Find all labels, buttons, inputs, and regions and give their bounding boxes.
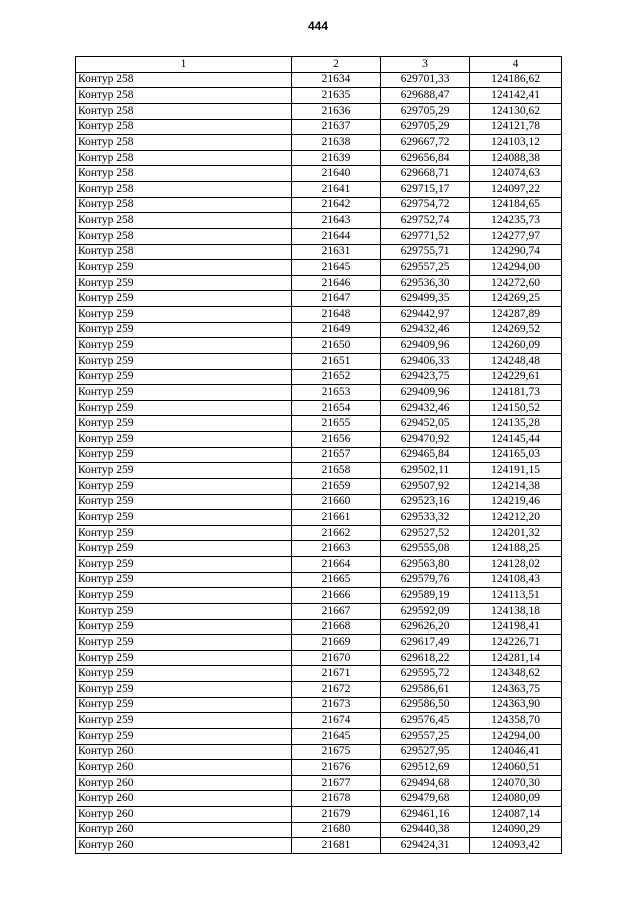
table-row xyxy=(76,619,562,635)
table-row xyxy=(76,510,562,526)
point-number-cell: 21645 xyxy=(292,728,381,744)
contour-name-cell: Контур 259 xyxy=(76,650,292,666)
x-coordinate-cell: 629579,76 xyxy=(381,572,470,588)
table-row xyxy=(76,713,562,729)
x-coordinate-cell: 629563,80 xyxy=(381,557,470,573)
x-coordinate-cell: 629771,52 xyxy=(381,228,470,244)
table-row xyxy=(76,557,562,573)
y-coordinate-cell: 124128,02 xyxy=(470,557,562,573)
point-number-cell: 21655 xyxy=(292,416,381,432)
table-row xyxy=(76,760,562,776)
point-number-cell: 21666 xyxy=(292,588,381,604)
column-header-1: 1 xyxy=(76,57,292,73)
point-number-cell: 21638 xyxy=(292,135,381,151)
contour-name-cell: Контур 259 xyxy=(76,291,292,307)
y-coordinate-cell: 124272,60 xyxy=(470,275,562,291)
y-coordinate-cell: 124181,73 xyxy=(470,385,562,401)
column-header-2: 2 xyxy=(292,57,381,73)
table-row xyxy=(76,369,562,385)
y-coordinate-cell: 124113,51 xyxy=(470,588,562,604)
y-coordinate-cell: 124130,62 xyxy=(470,103,562,119)
column-header-3: 3 xyxy=(381,57,470,73)
table-row xyxy=(76,666,562,682)
x-coordinate-cell: 629595,72 xyxy=(381,666,470,682)
contour-name-cell: Контур 259 xyxy=(76,400,292,416)
contour-name-cell: Контур 258 xyxy=(76,150,292,166)
y-coordinate-cell: 124226,71 xyxy=(470,635,562,651)
y-coordinate-cell: 124214,38 xyxy=(470,478,562,494)
table-row xyxy=(76,650,562,666)
contour-name-cell: Контур 259 xyxy=(76,666,292,682)
point-number-cell: 21658 xyxy=(292,463,381,479)
table-header xyxy=(76,57,562,73)
point-number-cell: 21639 xyxy=(292,150,381,166)
point-number-cell: 21643 xyxy=(292,213,381,229)
contour-name-cell: Контур 258 xyxy=(76,72,292,88)
y-coordinate-cell: 124363,75 xyxy=(470,682,562,698)
x-coordinate-cell: 629576,45 xyxy=(381,713,470,729)
y-coordinate-cell: 124184,65 xyxy=(470,197,562,213)
table-row xyxy=(76,525,562,541)
table-row xyxy=(76,541,562,557)
table-row xyxy=(76,182,562,198)
point-number-cell: 21631 xyxy=(292,244,381,260)
y-coordinate-cell: 124348,62 xyxy=(470,666,562,682)
x-coordinate-cell: 629715,17 xyxy=(381,182,470,198)
table-row xyxy=(76,307,562,323)
contour-name-cell: Контур 259 xyxy=(76,525,292,541)
contour-name-cell: Контур 258 xyxy=(76,135,292,151)
y-coordinate-cell: 124198,41 xyxy=(470,619,562,635)
contour-name-cell: Контур 260 xyxy=(76,807,292,823)
table-row xyxy=(76,72,562,88)
contour-name-cell: Контур 259 xyxy=(76,510,292,526)
table-row xyxy=(76,744,562,760)
point-number-cell: 21634 xyxy=(292,72,381,88)
point-number-cell: 21651 xyxy=(292,353,381,369)
point-number-cell: 21669 xyxy=(292,635,381,651)
x-coordinate-cell: 629754,72 xyxy=(381,197,470,213)
contour-name-cell: Контур 259 xyxy=(76,260,292,276)
table-row xyxy=(76,494,562,510)
contour-name-cell: Контур 260 xyxy=(76,775,292,791)
point-number-cell: 21635 xyxy=(292,88,381,104)
table-row xyxy=(76,807,562,823)
y-coordinate-cell: 124070,30 xyxy=(470,775,562,791)
y-coordinate-cell: 124103,12 xyxy=(470,135,562,151)
point-number-cell: 21668 xyxy=(292,619,381,635)
contour-name-cell: Контур 258 xyxy=(76,182,292,198)
y-coordinate-cell: 124142,41 xyxy=(470,88,562,104)
y-coordinate-cell: 124260,09 xyxy=(470,338,562,354)
point-number-cell: 21679 xyxy=(292,807,381,823)
contour-name-cell: Контур 259 xyxy=(76,338,292,354)
point-number-cell: 21650 xyxy=(292,338,381,354)
y-coordinate-cell: 124108,43 xyxy=(470,572,562,588)
contour-name-cell: Контур 258 xyxy=(76,213,292,229)
y-coordinate-cell: 124074,63 xyxy=(470,166,562,182)
table-row xyxy=(76,228,562,244)
x-coordinate-cell: 629423,75 xyxy=(381,369,470,385)
point-number-cell: 21660 xyxy=(292,494,381,510)
x-coordinate-cell: 629618,22 xyxy=(381,650,470,666)
contour-name-cell: Контур 259 xyxy=(76,728,292,744)
table-body xyxy=(76,72,562,853)
x-coordinate-cell: 629406,33 xyxy=(381,353,470,369)
point-number-cell: 21680 xyxy=(292,822,381,838)
point-number-cell: 21681 xyxy=(292,838,381,854)
y-coordinate-cell: 124191,15 xyxy=(470,463,562,479)
x-coordinate-cell: 629752,74 xyxy=(381,213,470,229)
contour-name-cell: Контур 260 xyxy=(76,760,292,776)
table-row xyxy=(76,463,562,479)
contour-name-cell: Контур 259 xyxy=(76,447,292,463)
y-coordinate-cell: 124145,44 xyxy=(470,432,562,448)
x-coordinate-cell: 629523,16 xyxy=(381,494,470,510)
point-number-cell: 21672 xyxy=(292,682,381,698)
contour-name-cell: Контур 259 xyxy=(76,416,292,432)
y-coordinate-cell: 124201,32 xyxy=(470,525,562,541)
point-number-cell: 21670 xyxy=(292,650,381,666)
point-number-cell: 21636 xyxy=(292,103,381,119)
x-coordinate-cell: 629557,25 xyxy=(381,260,470,276)
x-coordinate-cell: 629494,68 xyxy=(381,775,470,791)
x-coordinate-cell: 629512,69 xyxy=(381,760,470,776)
y-coordinate-cell: 124165,03 xyxy=(470,447,562,463)
contour-name-cell: Контур 259 xyxy=(76,541,292,557)
table-row xyxy=(76,260,562,276)
x-coordinate-cell: 629409,96 xyxy=(381,338,470,354)
point-number-cell: 21675 xyxy=(292,744,381,760)
contour-name-cell: Контур 259 xyxy=(76,463,292,479)
contour-name-cell: Контур 260 xyxy=(76,838,292,854)
point-number-cell: 21652 xyxy=(292,369,381,385)
x-coordinate-cell: 629705,29 xyxy=(381,103,470,119)
y-coordinate-cell: 124088,38 xyxy=(470,150,562,166)
x-coordinate-cell: 629536,30 xyxy=(381,275,470,291)
x-coordinate-cell: 629592,09 xyxy=(381,603,470,619)
contour-name-cell: Контур 258 xyxy=(76,88,292,104)
x-coordinate-cell: 629533,32 xyxy=(381,510,470,526)
table-row xyxy=(76,150,562,166)
y-coordinate-cell: 124046,41 xyxy=(470,744,562,760)
table-row xyxy=(76,682,562,698)
y-coordinate-cell: 124358,70 xyxy=(470,713,562,729)
table-row xyxy=(76,603,562,619)
x-coordinate-cell: 629461,16 xyxy=(381,807,470,823)
x-coordinate-cell: 629432,46 xyxy=(381,322,470,338)
point-number-cell: 21665 xyxy=(292,572,381,588)
point-number-cell: 21657 xyxy=(292,447,381,463)
table-row xyxy=(76,291,562,307)
point-number-cell: 21659 xyxy=(292,478,381,494)
contour-name-cell: Контур 258 xyxy=(76,244,292,260)
x-coordinate-cell: 629470,92 xyxy=(381,432,470,448)
point-number-cell: 21662 xyxy=(292,525,381,541)
y-coordinate-cell: 124281,14 xyxy=(470,650,562,666)
y-coordinate-cell: 124186,62 xyxy=(470,72,562,88)
contour-name-cell: Контур 259 xyxy=(76,697,292,713)
x-coordinate-cell: 629701,33 xyxy=(381,72,470,88)
x-coordinate-cell: 629424,31 xyxy=(381,838,470,854)
x-coordinate-cell: 629656,84 xyxy=(381,150,470,166)
contour-name-cell: Контур 260 xyxy=(76,791,292,807)
x-coordinate-cell: 629499,35 xyxy=(381,291,470,307)
y-coordinate-cell: 124060,51 xyxy=(470,760,562,776)
contour-name-cell: Контур 258 xyxy=(76,197,292,213)
point-number-cell: 21663 xyxy=(292,541,381,557)
x-coordinate-cell: 629668,71 xyxy=(381,166,470,182)
contour-name-cell: Контур 259 xyxy=(76,619,292,635)
point-number-cell: 21676 xyxy=(292,760,381,776)
table-row xyxy=(76,588,562,604)
table-row xyxy=(76,119,562,135)
contour-name-cell: Контур 259 xyxy=(76,322,292,338)
point-number-cell: 21674 xyxy=(292,713,381,729)
contour-name-cell: Контур 258 xyxy=(76,228,292,244)
x-coordinate-cell: 629617,49 xyxy=(381,635,470,651)
table-row xyxy=(76,775,562,791)
point-number-cell: 21644 xyxy=(292,228,381,244)
x-coordinate-cell: 629440,38 xyxy=(381,822,470,838)
table-row xyxy=(76,400,562,416)
y-coordinate-cell: 124287,89 xyxy=(470,307,562,323)
y-coordinate-cell: 124090,29 xyxy=(470,822,562,838)
table-row xyxy=(76,432,562,448)
y-coordinate-cell: 124080,09 xyxy=(470,791,562,807)
table-row xyxy=(76,322,562,338)
table-row xyxy=(76,385,562,401)
point-number-cell: 21664 xyxy=(292,557,381,573)
contour-name-cell: Контур 259 xyxy=(76,307,292,323)
contour-name-cell: Контур 259 xyxy=(76,603,292,619)
point-number-cell: 21648 xyxy=(292,307,381,323)
contour-name-cell: Контур 259 xyxy=(76,353,292,369)
table-row xyxy=(76,447,562,463)
x-coordinate-cell: 629667,72 xyxy=(381,135,470,151)
contour-name-cell: Контур 259 xyxy=(76,572,292,588)
table-row xyxy=(76,213,562,229)
contour-name-cell: Контур 258 xyxy=(76,166,292,182)
y-coordinate-cell: 124212,20 xyxy=(470,510,562,526)
contour-name-cell: Контур 258 xyxy=(76,103,292,119)
x-coordinate-cell: 629755,71 xyxy=(381,244,470,260)
y-coordinate-cell: 124093,42 xyxy=(470,838,562,854)
y-coordinate-cell: 124188,25 xyxy=(470,541,562,557)
point-number-cell: 21649 xyxy=(292,322,381,338)
table-row xyxy=(76,635,562,651)
y-coordinate-cell: 124150,52 xyxy=(470,400,562,416)
point-number-cell: 21677 xyxy=(292,775,381,791)
x-coordinate-cell: 629586,61 xyxy=(381,682,470,698)
point-number-cell: 21637 xyxy=(292,119,381,135)
x-coordinate-cell: 629479,68 xyxy=(381,791,470,807)
x-coordinate-cell: 629586,50 xyxy=(381,697,470,713)
x-coordinate-cell: 629705,29 xyxy=(381,119,470,135)
y-coordinate-cell: 124269,52 xyxy=(470,322,562,338)
contour-name-cell: Контур 260 xyxy=(76,744,292,760)
y-coordinate-cell: 124138,18 xyxy=(470,603,562,619)
y-coordinate-cell: 124290,74 xyxy=(470,244,562,260)
table-row xyxy=(76,728,562,744)
y-coordinate-cell: 124135,28 xyxy=(470,416,562,432)
x-coordinate-cell: 629688,47 xyxy=(381,88,470,104)
table-row xyxy=(76,166,562,182)
y-coordinate-cell: 124235,73 xyxy=(470,213,562,229)
point-number-cell: 21678 xyxy=(292,791,381,807)
point-number-cell: 21656 xyxy=(292,432,381,448)
point-number-cell: 21671 xyxy=(292,666,381,682)
y-coordinate-cell: 124248,48 xyxy=(470,353,562,369)
point-number-cell: 21647 xyxy=(292,291,381,307)
table-row xyxy=(76,135,562,151)
table-row xyxy=(76,103,562,119)
y-coordinate-cell: 124294,00 xyxy=(470,260,562,276)
x-coordinate-cell: 629465,84 xyxy=(381,447,470,463)
x-coordinate-cell: 629626,20 xyxy=(381,619,470,635)
y-coordinate-cell: 124097,22 xyxy=(470,182,562,198)
contour-name-cell: Контур 259 xyxy=(76,432,292,448)
contour-name-cell: Контур 259 xyxy=(76,682,292,698)
point-number-cell: 21667 xyxy=(292,603,381,619)
x-coordinate-cell: 629507,92 xyxy=(381,478,470,494)
point-number-cell: 21646 xyxy=(292,275,381,291)
x-coordinate-cell: 629432,46 xyxy=(381,400,470,416)
table-row xyxy=(76,838,562,854)
point-number-cell: 21642 xyxy=(292,197,381,213)
column-header-4: 4 xyxy=(470,57,562,73)
x-coordinate-cell: 629555,08 xyxy=(381,541,470,557)
page-number: 444 xyxy=(307,19,329,33)
contour-name-cell: Контур 259 xyxy=(76,478,292,494)
y-coordinate-cell: 124087,14 xyxy=(470,807,562,823)
point-number-cell: 21641 xyxy=(292,182,381,198)
table-row xyxy=(76,244,562,260)
table-row xyxy=(76,88,562,104)
y-coordinate-cell: 124294,00 xyxy=(470,728,562,744)
point-number-cell: 21653 xyxy=(292,385,381,401)
table-row xyxy=(76,275,562,291)
contour-name-cell: Контур 259 xyxy=(76,713,292,729)
table-row xyxy=(76,822,562,838)
y-coordinate-cell: 124269,25 xyxy=(470,291,562,307)
table-row xyxy=(76,572,562,588)
contour-name-cell: Контур 259 xyxy=(76,588,292,604)
table-row xyxy=(76,416,562,432)
header-row xyxy=(76,57,562,73)
table-row xyxy=(76,197,562,213)
table-row xyxy=(76,791,562,807)
x-coordinate-cell: 629442,97 xyxy=(381,307,470,323)
x-coordinate-cell: 629527,52 xyxy=(381,525,470,541)
contour-name-cell: Контур 259 xyxy=(76,494,292,510)
x-coordinate-cell: 629527,95 xyxy=(381,744,470,760)
point-number-cell: 21645 xyxy=(292,260,381,276)
table-row xyxy=(76,478,562,494)
contour-name-cell: Контур 258 xyxy=(76,119,292,135)
point-number-cell: 21640 xyxy=(292,166,381,182)
x-coordinate-cell: 629589,19 xyxy=(381,588,470,604)
contour-name-cell: Контур 259 xyxy=(76,635,292,651)
y-coordinate-cell: 124229,61 xyxy=(470,369,562,385)
point-number-cell: 21673 xyxy=(292,697,381,713)
y-coordinate-cell: 124219,46 xyxy=(470,494,562,510)
x-coordinate-cell: 629409,96 xyxy=(381,385,470,401)
x-coordinate-cell: 629557,25 xyxy=(381,728,470,744)
contour-name-cell: Контур 259 xyxy=(76,275,292,291)
contour-name-cell: Контур 259 xyxy=(76,385,292,401)
coordinates-table xyxy=(75,56,562,854)
point-number-cell: 21661 xyxy=(292,510,381,526)
y-coordinate-cell: 124277,97 xyxy=(470,228,562,244)
contour-name-cell: Контур 259 xyxy=(76,369,292,385)
table-row xyxy=(76,338,562,354)
table-row xyxy=(76,697,562,713)
point-number-cell: 21654 xyxy=(292,400,381,416)
y-coordinate-cell: 124363,90 xyxy=(470,697,562,713)
x-coordinate-cell: 629502,11 xyxy=(381,463,470,479)
table-row xyxy=(76,353,562,369)
y-coordinate-cell: 124121,78 xyxy=(470,119,562,135)
contour-name-cell: Контур 260 xyxy=(76,822,292,838)
contour-name-cell: Контур 259 xyxy=(76,557,292,573)
x-coordinate-cell: 629452,05 xyxy=(381,416,470,432)
